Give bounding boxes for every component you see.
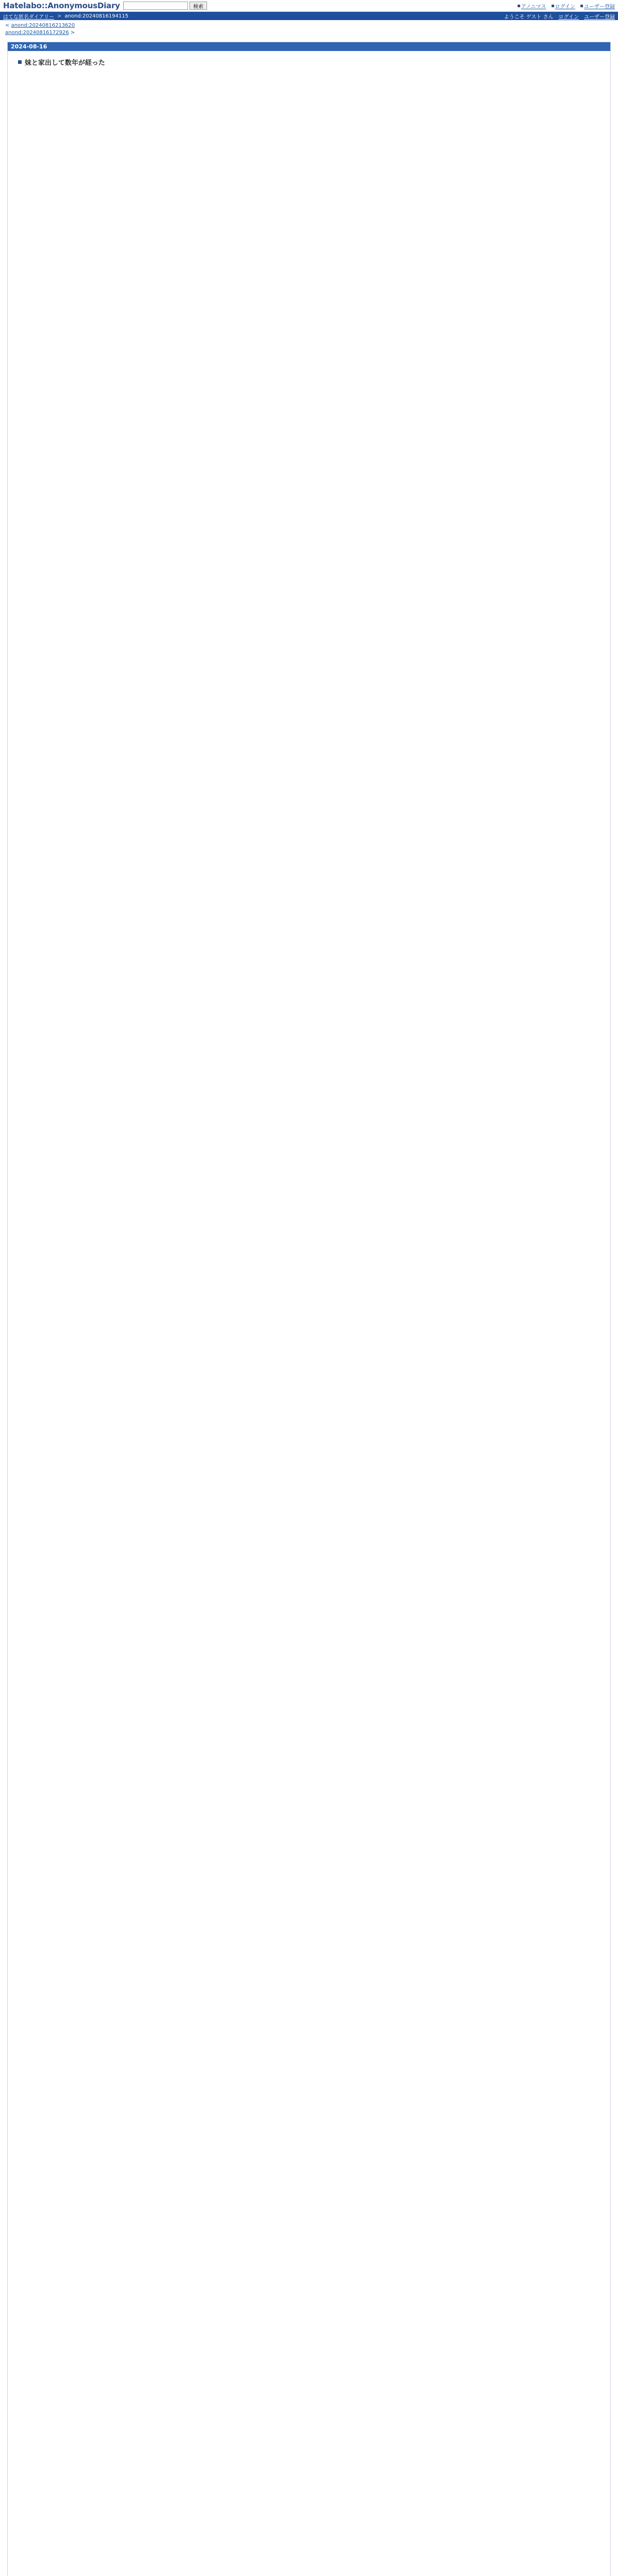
entry-paragraph (18, 2026, 600, 2037)
entry-paragraph (18, 509, 600, 520)
day-date-header: 2024-08-16 (8, 42, 610, 51)
pager-prev (5, 22, 613, 29)
entry-paragraph (18, 1666, 600, 1676)
entry-paragraph (18, 934, 600, 944)
entry-paragraph (18, 2313, 600, 2324)
entry-paragraph (18, 2154, 600, 2164)
entry-paragraph (18, 1560, 600, 1570)
entry-paragraph (18, 605, 600, 616)
entry-paragraph (18, 95, 600, 106)
entry-paragraph (18, 2207, 600, 2217)
entry-paragraph (18, 1305, 600, 1316)
search-button[interactable]: 検索 (190, 2, 207, 10)
arrow-left-icon: < (5, 23, 11, 28)
entry-paragraph (18, 1400, 600, 1411)
entry-paragraph (18, 1613, 600, 1623)
entry-paragraph (18, 2122, 600, 2133)
entry-paragraph (18, 1368, 600, 1379)
entry-paragraph (18, 1390, 600, 1401)
entry-paragraph (18, 987, 600, 997)
entry-paragraph (18, 2132, 600, 2143)
entry-paragraph (18, 668, 600, 679)
entry-paragraph (18, 2292, 600, 2302)
entry-paragraph (18, 403, 600, 414)
entry-paragraph (18, 647, 600, 658)
entry-paragraph (18, 1475, 600, 1485)
entry-paragraph (18, 1252, 600, 1263)
entry-paragraph (18, 658, 600, 669)
entry-paragraph (18, 191, 600, 202)
entry-paragraph (18, 435, 600, 446)
entry-paragraph (18, 2366, 600, 2377)
entry-paragraph (18, 1135, 600, 1146)
entry-paragraph (18, 2430, 600, 2441)
entry-paragraph (18, 1804, 600, 1815)
entry-paragraph (18, 2175, 600, 2186)
site-logo[interactable]: Hatelabo::AnonymousDiary (3, 1, 121, 10)
entry-paragraph (18, 180, 600, 191)
entry-paragraph (18, 1453, 600, 1464)
entry-paragraph (18, 2239, 600, 2249)
entry-paragraph (18, 1867, 600, 1878)
entry-paragraph (18, 880, 600, 891)
entry-paragraph (18, 1485, 600, 1496)
entry-paragraph (18, 2355, 600, 2366)
entry-paragraph (18, 159, 600, 170)
search-input[interactable] (123, 2, 188, 10)
top-links (518, 2, 615, 10)
entry-paragraph (18, 849, 600, 859)
entry-paragraph (18, 1591, 600, 1602)
entry-paragraph (18, 1347, 600, 1358)
entry-paragraph (18, 1570, 600, 1581)
entry-paragraph (18, 626, 600, 637)
entry-paragraph (18, 615, 600, 626)
entry-paragraph (18, 2196, 600, 2207)
entry-paragraph (18, 859, 600, 870)
entry-paragraph (18, 1464, 600, 1475)
entry-paragraph (18, 2185, 600, 2196)
entry-paragraph (18, 1241, 600, 1252)
entry-paragraph (18, 795, 600, 806)
entry-paragraph (18, 2546, 600, 2557)
breadcrumb-bar (0, 12, 618, 20)
entry-paragraph (18, 2090, 600, 2101)
entry-paragraph (18, 2472, 600, 2483)
entry-paragraph (18, 541, 600, 552)
entry-paragraph (18, 679, 600, 690)
entry-paragraph (18, 1104, 600, 1114)
entry-paragraph (18, 233, 600, 244)
entry-paragraph (18, 1602, 600, 1613)
entry-paragraph (18, 2058, 600, 2069)
entry-paragraph (18, 1920, 600, 1931)
entry-paragraph (18, 414, 600, 425)
entry-paragraph (18, 1528, 600, 1538)
entry-paragraph (18, 2079, 600, 2090)
entry-paragraph (18, 106, 600, 117)
entry-paragraph (18, 276, 600, 286)
entry-paragraph (18, 2568, 600, 2576)
entry-paragraph (18, 753, 600, 764)
entry-paragraph (18, 1326, 600, 1337)
entry-paragraph (18, 711, 600, 722)
entry-paragraph (18, 1199, 600, 1210)
entry-paragraph (18, 116, 600, 127)
entry-paragraph (18, 456, 600, 467)
entry-paragraph (18, 1740, 600, 1751)
entry-paragraph (18, 817, 600, 828)
entry-paragraph (18, 1146, 600, 1157)
entry-paragraph (18, 1931, 600, 1942)
square-icon (18, 60, 22, 64)
entry-paragraph (18, 1973, 600, 1984)
entry-paragraph (18, 1857, 600, 1868)
entry-paragraph (18, 785, 600, 796)
entry-paragraph (18, 1517, 600, 1528)
entry-paragraph (18, 1072, 600, 1082)
entry-paragraph (18, 562, 600, 573)
entry-paragraph (18, 1421, 600, 1432)
entry-paragraph (18, 127, 600, 138)
entry-paragraph (18, 1963, 600, 1974)
entry-paragraph (18, 1188, 600, 1199)
entry-paragraph (18, 2047, 600, 2058)
entry-paragraph (18, 1029, 600, 1040)
top-link-anonymous[interactable]: アノニマス (518, 2, 546, 10)
entry-paragraph (18, 976, 600, 987)
entry-paragraph (18, 1825, 600, 1836)
entry-paragraph (18, 1942, 600, 1953)
entry-paragraph (18, 1719, 600, 1730)
entry-paragraph (18, 138, 600, 149)
entry-paragraph (18, 2483, 600, 2494)
entry-body (8, 51, 610, 2576)
entry-paragraph (18, 1655, 600, 1666)
entry-paragraph (18, 74, 600, 85)
entry-paragraph (18, 2005, 600, 2016)
entry-paragraph (18, 1506, 600, 1517)
entry-paragraph (18, 2525, 600, 2536)
entry-paragraph (18, 838, 600, 849)
entry-paragraph (18, 1114, 600, 1125)
entry-paragraph (18, 1836, 600, 1846)
entry-paragraph (18, 1167, 600, 1178)
entry-paragraph (18, 329, 600, 340)
entry-paragraph (18, 2515, 600, 2526)
breadcrumb-home[interactable]: はてな匿名ダイアリー (3, 14, 55, 20)
entry-paragraph (18, 255, 600, 265)
entry-paragraph (18, 1019, 600, 1029)
entry-paragraph (18, 2164, 600, 2175)
entry-paragraph (18, 425, 600, 435)
entry-paragraph (18, 870, 600, 881)
entry-paragraph (18, 1231, 600, 1242)
entry-paragraph (18, 1294, 600, 1305)
nav-register-link[interactable]: ユーザー登録 (584, 14, 615, 20)
entry-paragraph (18, 1284, 600, 1295)
entry-paragraph (18, 2260, 600, 2270)
entry-paragraph (18, 997, 600, 1008)
entry-paragraph (18, 2536, 600, 2547)
entry-paragraph (18, 520, 600, 531)
top-link-register[interactable]: ユーザー登録 (580, 2, 615, 10)
entry-title-text: 妹と家出して数年が経った (25, 59, 106, 67)
entry-paragraph (18, 393, 600, 403)
entry-paragraph (18, 2451, 600, 2462)
entry-paragraph (18, 478, 600, 488)
entry-paragraph (18, 2100, 600, 2111)
entry-paragraph (18, 2016, 600, 2027)
entry-paragraph (18, 827, 600, 838)
entry-paragraph (18, 1793, 600, 1804)
entry-paragraph (18, 1761, 600, 1772)
entry-paragraph (18, 594, 600, 605)
entry-paragraph (18, 1379, 600, 1390)
entry-paragraph (18, 2387, 600, 2398)
entry-paragraph (18, 2143, 600, 2154)
top-link-login[interactable]: ログイン (552, 2, 576, 10)
entry-paragraph (18, 573, 600, 584)
pager-next-link[interactable]: anond:20240816172926 (5, 30, 69, 36)
entry-paragraph (18, 2440, 600, 2451)
entry-paragraph (18, 2249, 600, 2260)
welcome-text: ようこそ ゲスト さん (504, 14, 554, 20)
arrow-right-icon: > (68, 30, 75, 36)
entry-paragraph (18, 1581, 600, 1591)
entry-paragraph (18, 1899, 600, 1910)
entry-paragraph (18, 1984, 600, 1995)
breadcrumb-separator: > (57, 13, 62, 19)
entry-paragraph (18, 1157, 600, 1167)
entry-paragraph (18, 700, 600, 711)
entry-paragraph (18, 1210, 600, 1221)
entry-paragraph (18, 1910, 600, 1921)
entry-paragraph (18, 1751, 600, 1761)
entry-paragraph (18, 965, 600, 976)
entry-paragraph (18, 1496, 600, 1507)
entry-paragraph (18, 148, 600, 159)
entry-paragraph (18, 85, 600, 96)
entry-paragraph (18, 1411, 600, 1422)
entry-paragraph (18, 350, 600, 361)
entry-paragraph (18, 212, 600, 223)
entry-pager (0, 20, 618, 37)
entry-paragraph (18, 1634, 600, 1645)
entry-paragraph (18, 1273, 600, 1284)
entry-paragraph (18, 265, 600, 276)
entry-paragraph (18, 340, 600, 350)
square-icon (580, 5, 583, 7)
entry-paragraph (18, 806, 600, 817)
entry-paragraph (18, 1846, 600, 1857)
pager-prev-link[interactable]: anond:20240816213620 (11, 23, 75, 28)
entry-paragraph (18, 1082, 600, 1093)
entry-title (18, 57, 600, 67)
entry-paragraph (18, 1952, 600, 1963)
nav-login-link[interactable]: ログイン (558, 14, 579, 20)
entry-paragraph (18, 244, 600, 255)
entry-paragraph (18, 2069, 600, 2080)
entry-paragraph (18, 2270, 600, 2281)
entry-paragraph (18, 689, 600, 700)
entry-paragraph (18, 2334, 600, 2345)
entry-paragraph (18, 1645, 600, 1655)
entry-paragraph (18, 1772, 600, 1783)
entry-paragraph (18, 308, 600, 318)
entry-paragraph (18, 446, 600, 456)
entry-paragraph (18, 1178, 600, 1189)
entry-paragraph (18, 1994, 600, 2005)
top-bar (0, 0, 618, 12)
entry-paragraph (18, 1730, 600, 1740)
entry-paragraph (18, 1878, 600, 1889)
entry-paragraph (18, 923, 600, 934)
pager-next (5, 29, 613, 37)
entry-paragraph (18, 1358, 600, 1369)
entry-paragraph (18, 170, 600, 180)
entry-paragraph (18, 1443, 600, 1454)
entry-paragraph (18, 2217, 600, 2228)
entry-paragraph (18, 774, 600, 785)
entry-paragraph (18, 1432, 600, 1443)
entry-paragraph (18, 488, 600, 499)
entry-paragraph (18, 1676, 600, 1687)
entry-paragraph (18, 1050, 600, 1061)
entry-paragraph (18, 1549, 600, 1560)
entry-paragraph (18, 1708, 600, 1719)
entry-paragraph (18, 286, 600, 297)
entry-paragraph (18, 2493, 600, 2504)
entry-paragraph (18, 636, 600, 647)
entry-paragraph (18, 223, 600, 233)
entry-paragraph (18, 1315, 600, 1326)
nav-right-links (504, 12, 615, 20)
entry-paragraph (18, 1538, 600, 1549)
entry-paragraph (18, 2281, 600, 2292)
entry-paragraph (18, 2398, 600, 2409)
entry-paragraph (18, 1698, 600, 1708)
entry-paragraph (18, 531, 600, 541)
entry-paragraph (18, 902, 600, 912)
breadcrumb-current: anond:20240816194115 (64, 13, 129, 19)
entry-paragraph (18, 2345, 600, 2355)
entry-paragraph (18, 2409, 600, 2419)
entry-paragraph (18, 1623, 600, 1634)
entry-paragraph (18, 361, 600, 371)
entry-text (18, 74, 600, 2576)
entry-paragraph (18, 721, 600, 732)
entry-paragraph (18, 2037, 600, 2048)
entry-paragraph (18, 1263, 600, 1274)
entry-paragraph (18, 891, 600, 902)
entry-paragraph (18, 499, 600, 510)
entry-paragraph (18, 2504, 600, 2515)
entry-paragraph (18, 201, 600, 212)
entry-paragraph (18, 371, 600, 382)
entry-paragraph (18, 297, 600, 308)
entry-paragraph (18, 742, 600, 753)
entry-paragraph (18, 1814, 600, 1825)
entry-paragraph (18, 1220, 600, 1231)
entry-paragraph (18, 1889, 600, 1900)
entry-paragraph (18, 2462, 600, 2472)
entry-paragraph (18, 1008, 600, 1019)
entry-paragraph (18, 552, 600, 563)
entry-paragraph (18, 2557, 600, 2568)
entry-paragraph (18, 2377, 600, 2387)
entry-paragraph (18, 2302, 600, 2313)
entry-paragraph (18, 1040, 600, 1050)
entry-paragraph (18, 955, 600, 965)
entry-paragraph (18, 1093, 600, 1104)
entry-paragraph (18, 1125, 600, 1136)
entry-paragraph (18, 732, 600, 743)
entry-paragraph (18, 584, 600, 595)
entry-paragraph (18, 2111, 600, 2122)
entry-paragraph (18, 382, 600, 393)
entry-paragraph (18, 1061, 600, 1072)
entry-paragraph (18, 2324, 600, 2334)
entry-paragraph (18, 2228, 600, 2239)
entry-paragraph (18, 1337, 600, 1348)
entry-paragraph (18, 1783, 600, 1793)
entry-paragraph (18, 764, 600, 775)
square-icon (552, 5, 554, 7)
entry-paragraph (18, 1687, 600, 1698)
entry-paragraph (18, 944, 600, 955)
entry-paragraph (18, 318, 600, 329)
entry-paragraph (18, 2419, 600, 2430)
day-section (7, 42, 611, 2576)
entry-paragraph (18, 467, 600, 478)
square-icon (518, 5, 520, 7)
entry-paragraph (18, 912, 600, 923)
